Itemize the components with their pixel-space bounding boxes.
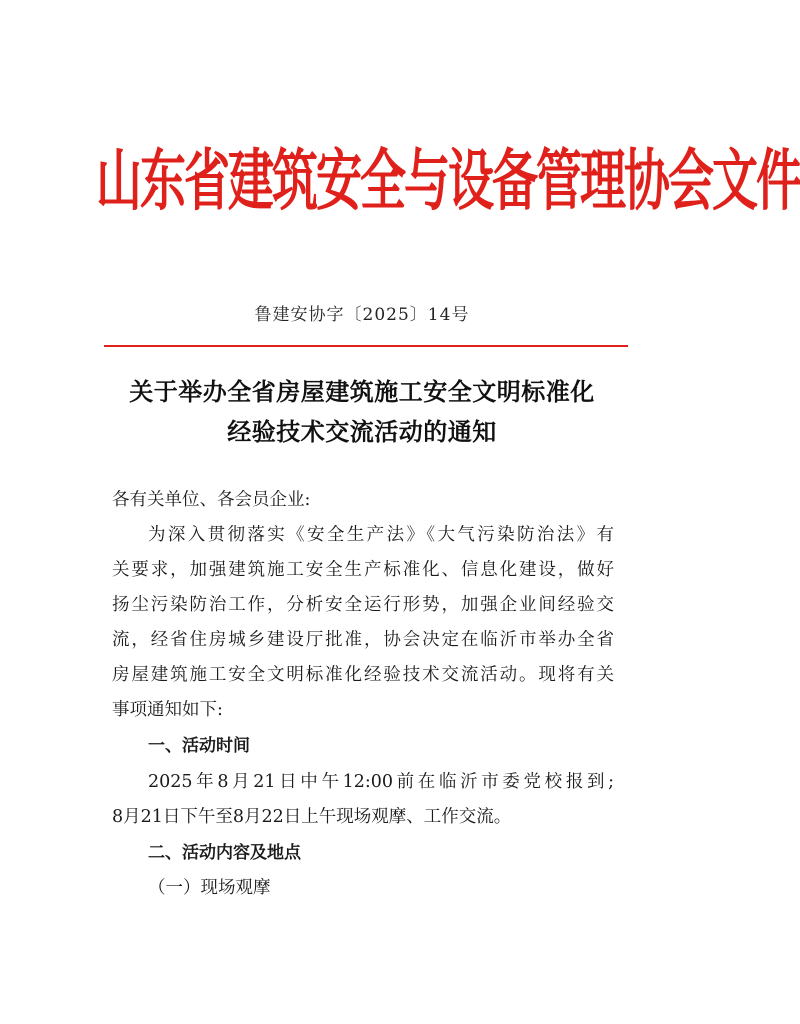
document-masthead: 山东省建筑安全与设备管理协会文件 [96, 141, 800, 220]
red-divider-line [104, 345, 628, 347]
salutation: 各有关单位、各会员企业: [112, 490, 311, 510]
document-number: 鲁建安协字〔2025〕14号 [254, 305, 470, 325]
paragraph-line: 关要求，加强建筑施工安全生产标准化、信息化建设，做好 [112, 560, 614, 580]
section-heading-time: 一、活动时间 [148, 736, 250, 756]
section-heading-content: 二、活动内容及地点 [148, 843, 301, 863]
notice-title-line-1: 关于举办全省房屋建筑施工安全文明标准化 [129, 378, 595, 406]
notice-title-line-2: 经验技术交流活动的通知 [227, 418, 497, 446]
paragraph-line: 为深入贯彻落实《安全生产法》《大气污染防治法》有 [148, 525, 614, 545]
paragraph-line: 2025年8月21日中午12:00前在临沂市委党校报到; [148, 772, 614, 792]
paragraph-line: 事项通知如下: [112, 700, 223, 720]
paragraph-line: 流，经省住房城乡建设厅批准，协会决定在临沂市举办全省 [112, 630, 614, 650]
subsection-heading-site-visit: （一）现场观摩 [148, 878, 271, 898]
paragraph-line: 扬尘污染防治工作，分析安全运行形势，加强企业间经验交 [112, 595, 614, 615]
paragraph-line: 房屋建筑施工安全文明标准化经验技术交流活动。现将有关 [112, 665, 614, 685]
paragraph-line: 8月21日下午至8月22日上午现场观摩、工作交流。 [112, 807, 512, 827]
